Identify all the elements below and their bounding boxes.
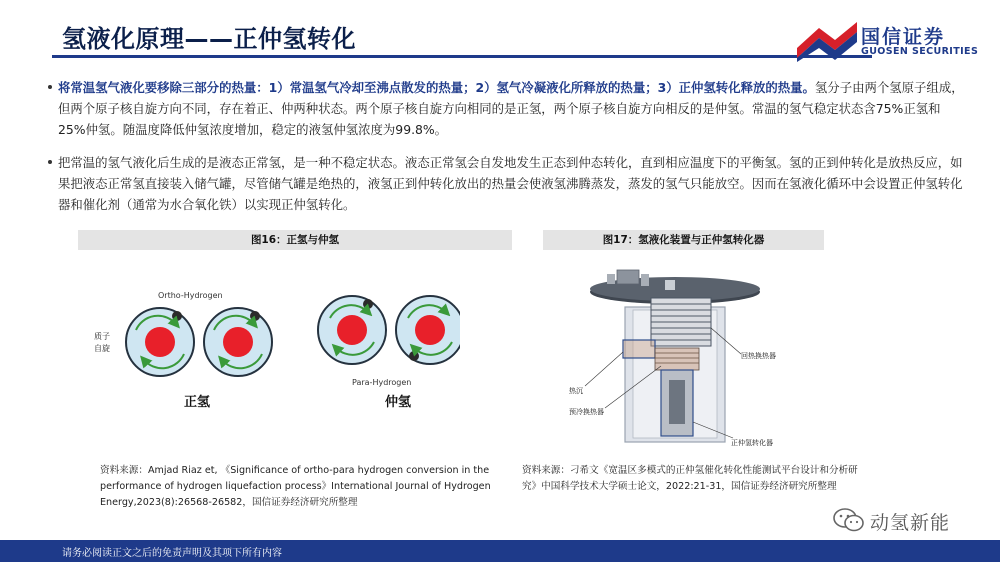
bullet-2-text: 把常温的氢气液化后生成的是液态正常氢，是一种不稳定状态。液态正常氢会自发地发生正态到仲态转化，直到相应温度下的平衡氢。氢的正到仲转化是放热反应，如果把液态正常氢直接装入储气罐，尽管储气罐是绝热的，液氢正到仲转化放出的热量会使液氢沸腾蒸发，蒸发的氢气只能放空。因而在氢液化循环中会设置正仲氢转化器和催化剂（通常为水合氧化铁）以实现正仲氢转化。: [58, 155, 963, 212]
ortho-hydrogen-label: Ortho-Hydrogen: [158, 291, 223, 300]
ortho-atom-right: [204, 308, 272, 376]
liquefaction-apparatus-diagram: [565, 262, 825, 452]
regenerative-heat-exchanger-coil: [651, 298, 711, 346]
footer-bar: [0, 540, 1000, 562]
guosen-logo-mark-icon: [795, 18, 859, 62]
title-divider: [52, 55, 872, 58]
label-converter: 正仲氢转化器: [731, 439, 773, 447]
para-name-label: 仲氢: [385, 395, 412, 410]
figure-17-caption: 图17：氢液化装置与正仲氢转化器: [543, 230, 824, 250]
label-regenerative-hx: 回热换热器: [741, 352, 776, 360]
figure-16-caption: 图16：正氢与仲氢: [78, 230, 512, 250]
bullet-dot: [48, 160, 52, 164]
para-hydrogen-label: Para-Hydrogen: [352, 378, 412, 387]
figure-16-source: 资料来源：Amjad Riaz et, 《Significance of ortho-para hydrogen conversion in the performance of hydrogen liquefaction process》International Journal of Hydrogen Energy,2023(8):26568-26582，国信证券经济研究所整理: [100, 465, 491, 508]
logo-text-en: GUOSEN SECURITIES: [861, 46, 979, 57]
page-title: 氢液化原理——正仲氢转化: [62, 25, 356, 53]
bullet-1-bold: 将常温氢气液化要移除三部分的热量：1）常温氢气冷却至沸点散发的热量；2）氢气冷凝液化所释放的热量；3）正仲氢转化释放的热量。: [58, 80, 815, 95]
proton-spin-label-1: 质子: [94, 332, 110, 341]
cold-sink-box: [623, 340, 655, 358]
figure-17-source: 资料来源：刁希文《宽温区多模式的正仲氢催化转化性能测试平台设计和分析研究》中国科学技术大学硕士论文，2022:21-31，国信证券经济研究所整理: [522, 465, 858, 492]
ortho-atom-left: [126, 308, 194, 376]
watermark-text: 动氢新能: [870, 512, 951, 534]
ortho-para-hydrogen-diagram: [80, 282, 460, 417]
para-atom-right: [396, 296, 460, 364]
wechat-icon: [832, 506, 866, 534]
label-cold-sink: 热沉: [569, 387, 583, 395]
logo-text-cn: 国信证券: [861, 26, 946, 48]
bullet-paragraph-1: [58, 77, 968, 140]
proton-spin-label-2: 自旋: [94, 344, 110, 353]
precool-heat-exchanger: [655, 348, 699, 370]
para-atom-left: [318, 296, 386, 364]
top-valve: [617, 270, 639, 284]
label-precool-hx: 预冷换热器: [569, 408, 604, 416]
bullet-paragraph-2: [58, 152, 968, 215]
guosen-logo: [795, 18, 995, 64]
bullet-dot: [48, 85, 52, 89]
ortho-name-label: 正氢: [184, 395, 211, 410]
watermark: [832, 506, 1000, 534]
footer-disclaimer: 请务必阅读正文之后的免责声明及其项下所有内容: [62, 548, 282, 559]
bullet-1-text: 氢分子由两个氢原子组成，但两个原子核自旋方向不同，存在着正、仲两种状态。两个原子核自旋方向相同的是正氢，两个原子核自旋方向相反的是仲氢。常温的氢气稳定状态含75%正氢和25%仲氢。随温度降低仲氢浓度增加，稳定的液氢仲氢浓度为99.8%。: [58, 80, 964, 137]
